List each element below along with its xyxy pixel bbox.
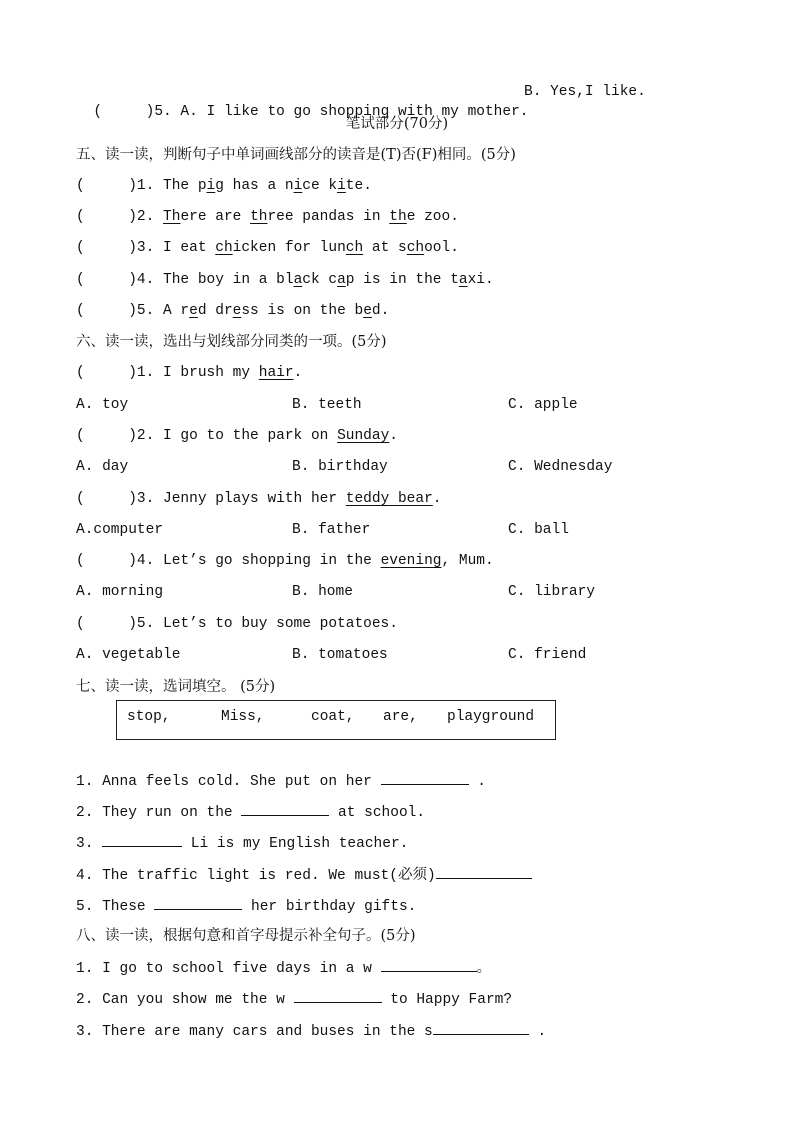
underlined-word: teddy bear xyxy=(345,491,433,507)
category-question xyxy=(76,489,441,509)
pronunciation-question xyxy=(76,207,459,227)
question-text: 2. I go to the park on xyxy=(136,428,338,444)
sentence-text: d. xyxy=(371,303,390,319)
category-question xyxy=(76,614,398,634)
sentence-text: d dr xyxy=(197,303,233,319)
option-a: A. day xyxy=(76,459,129,475)
question-text: 4. The traffic light is red. We must(必须) xyxy=(76,868,436,884)
underlined-letters: a xyxy=(337,272,346,288)
underlined-word: hair xyxy=(258,365,294,381)
sentence-text: icken for lun xyxy=(232,240,346,256)
sentence-text: ss is on the b xyxy=(241,303,364,319)
underlined-letters: i xyxy=(206,178,216,194)
option-a: A. morning xyxy=(76,584,164,600)
answer-paren: ( ) xyxy=(76,616,137,632)
underlined-word: Sunday xyxy=(337,428,390,444)
section6-title: 六、读一读，选出与划线部分同类的一项。(5分) xyxy=(76,334,387,350)
option-c: C. library xyxy=(508,584,596,600)
option-b: B. birthday xyxy=(292,459,388,475)
pronunciation-question xyxy=(76,238,459,258)
question-text-end: at school. xyxy=(329,805,426,821)
fill-in-question xyxy=(76,895,416,917)
completion-question xyxy=(76,1020,546,1042)
option-c: C. friend xyxy=(508,647,587,663)
option-b: B. tomatoes xyxy=(292,647,388,663)
answer-paren: ( ) xyxy=(93,104,155,120)
answer-paren: ( ) xyxy=(76,553,137,569)
sentence-text: 5. A r xyxy=(136,303,190,319)
question-text-end: . xyxy=(432,491,442,507)
answer-paren: ( ) xyxy=(76,303,137,319)
underlined-letters: e xyxy=(232,303,242,319)
fill-in-question xyxy=(76,801,425,823)
pronunciation-question xyxy=(76,270,494,290)
question-text-end: . xyxy=(528,1024,547,1040)
question-text: 1. I go to school five days in a w xyxy=(76,961,381,977)
category-question xyxy=(76,363,302,383)
sentence-text: 1. The p xyxy=(136,178,207,194)
completion-question xyxy=(76,988,512,1010)
question-text: 5. A. I like to go shopping with my mother. xyxy=(154,104,529,120)
question-text-end: her birthday gifts. xyxy=(242,899,417,915)
sentence-text: te. xyxy=(345,178,372,194)
completion-question xyxy=(76,957,491,979)
question-text: 5. These xyxy=(76,899,155,915)
question-text-end: to Happy Farm? xyxy=(381,992,513,1008)
question-text: 2. They run on the xyxy=(76,805,242,821)
underlined-letters: i xyxy=(293,178,303,194)
sentence-text: xi. xyxy=(467,272,494,288)
answer-paren: ( ) xyxy=(76,178,137,194)
question-text-end: , Mum. xyxy=(441,553,494,569)
sentence-text: p is in the t xyxy=(345,272,459,288)
word-bank-item: playground xyxy=(447,709,535,725)
answer-blank xyxy=(102,832,182,847)
sentence-text: ce k xyxy=(302,178,338,194)
sentence-text: ool. xyxy=(424,240,459,256)
question-text: 3. Jenny plays with her xyxy=(136,491,346,507)
underlined-letters: e xyxy=(189,303,198,319)
section7-title: 七、读一读，选词填空。 (5分) xyxy=(76,679,276,695)
option-c: C. apple xyxy=(508,397,578,413)
underlined-letters: e xyxy=(363,303,372,319)
underlined-letters: th xyxy=(250,209,268,225)
question-text: 1. I brush my xyxy=(136,365,259,381)
underlined-letters: th xyxy=(389,209,407,225)
answer-blank xyxy=(241,801,329,816)
question-text: 5. Let’s to buy some potatoes. xyxy=(136,616,398,632)
sentence-text: 3. I eat xyxy=(136,240,216,256)
section5-title: 五、读一读，判断句子中单词画线部分的读音是(T)否(F)相同。(5分) xyxy=(76,147,516,163)
answer-blank xyxy=(294,988,382,1003)
question-text: 4. Let’s go shopping in the xyxy=(136,553,381,569)
category-question xyxy=(76,551,494,571)
answer-paren: ( ) xyxy=(76,209,137,225)
underlined-letters: ch xyxy=(215,240,233,256)
question-text-end: . xyxy=(468,774,486,790)
answer-paren: ( ) xyxy=(76,240,137,256)
sentence-text: ree pandas in xyxy=(267,209,390,225)
fill-in-question xyxy=(76,832,408,854)
option-c: C. ball xyxy=(508,522,569,538)
answer-blank xyxy=(436,864,532,879)
answer-paren: ( ) xyxy=(76,272,137,288)
underlined-word: evening xyxy=(380,553,442,569)
sentence-text: 2. xyxy=(136,209,164,225)
option-b: B. teeth xyxy=(292,397,362,413)
word-bank-item: are, xyxy=(383,709,418,725)
underlined-letters: i xyxy=(337,178,346,194)
answer-blank xyxy=(433,1020,529,1035)
word-bank-item: coat, xyxy=(311,709,355,725)
answer-blank xyxy=(381,770,469,785)
answer-paren: ( ) xyxy=(76,428,137,444)
question-text-end: Li is my English teacher. xyxy=(182,836,409,852)
option-b: B. Yes,I like. xyxy=(524,84,646,100)
answer-paren: ( ) xyxy=(76,365,137,381)
question-text: 2. Can you show me the w xyxy=(76,992,294,1008)
sentence-text: at s xyxy=(363,240,407,256)
sentence-text: 4. The boy in a bl xyxy=(136,272,294,288)
option-a: A.computer xyxy=(76,522,164,538)
option-c: C. Wednesday xyxy=(508,459,613,475)
question-text-end: 。 xyxy=(476,961,492,977)
section8-title: 八、读一读，根据句意和首字母提示补全句子。(5分) xyxy=(76,928,416,944)
sentence-text: g has a n xyxy=(215,178,294,194)
underlined-letters: Th xyxy=(163,209,181,225)
option-a: A. toy xyxy=(76,397,129,413)
underlined-letters: a xyxy=(293,272,303,288)
category-question xyxy=(76,426,398,446)
question-text-end: . xyxy=(389,428,398,444)
sentence-text: ck c xyxy=(302,272,338,288)
pronunciation-question xyxy=(76,176,372,196)
pronunciation-question xyxy=(76,301,389,321)
question-text-end: . xyxy=(293,365,303,381)
option-b: B. home xyxy=(292,584,353,600)
word-bank-item: Miss, xyxy=(221,709,265,725)
fill-in-question xyxy=(76,864,532,886)
sentence-text: e zoo. xyxy=(406,209,459,225)
fill-in-question xyxy=(76,770,486,792)
answer-paren: ( ) xyxy=(76,491,137,507)
word-bank-item: stop, xyxy=(127,709,171,725)
written-section-title: 笔试部分(70分) xyxy=(345,116,449,132)
option-a: A. vegetable xyxy=(76,647,181,663)
underlined-letters: ch xyxy=(406,240,425,256)
answer-blank xyxy=(154,895,242,910)
option-b: B. father xyxy=(292,522,371,538)
question-text: 3. xyxy=(76,836,103,852)
word-bank-box xyxy=(116,700,556,740)
underlined-letters: a xyxy=(458,272,468,288)
underlined-letters: ch xyxy=(345,240,364,256)
question-text: 1. Anna feels cold. She put on her xyxy=(76,774,381,790)
answer-blank xyxy=(381,957,477,972)
sentence-text: ere are xyxy=(180,209,251,225)
question-text: 3. There are many cars and buses in the s xyxy=(76,1024,433,1040)
